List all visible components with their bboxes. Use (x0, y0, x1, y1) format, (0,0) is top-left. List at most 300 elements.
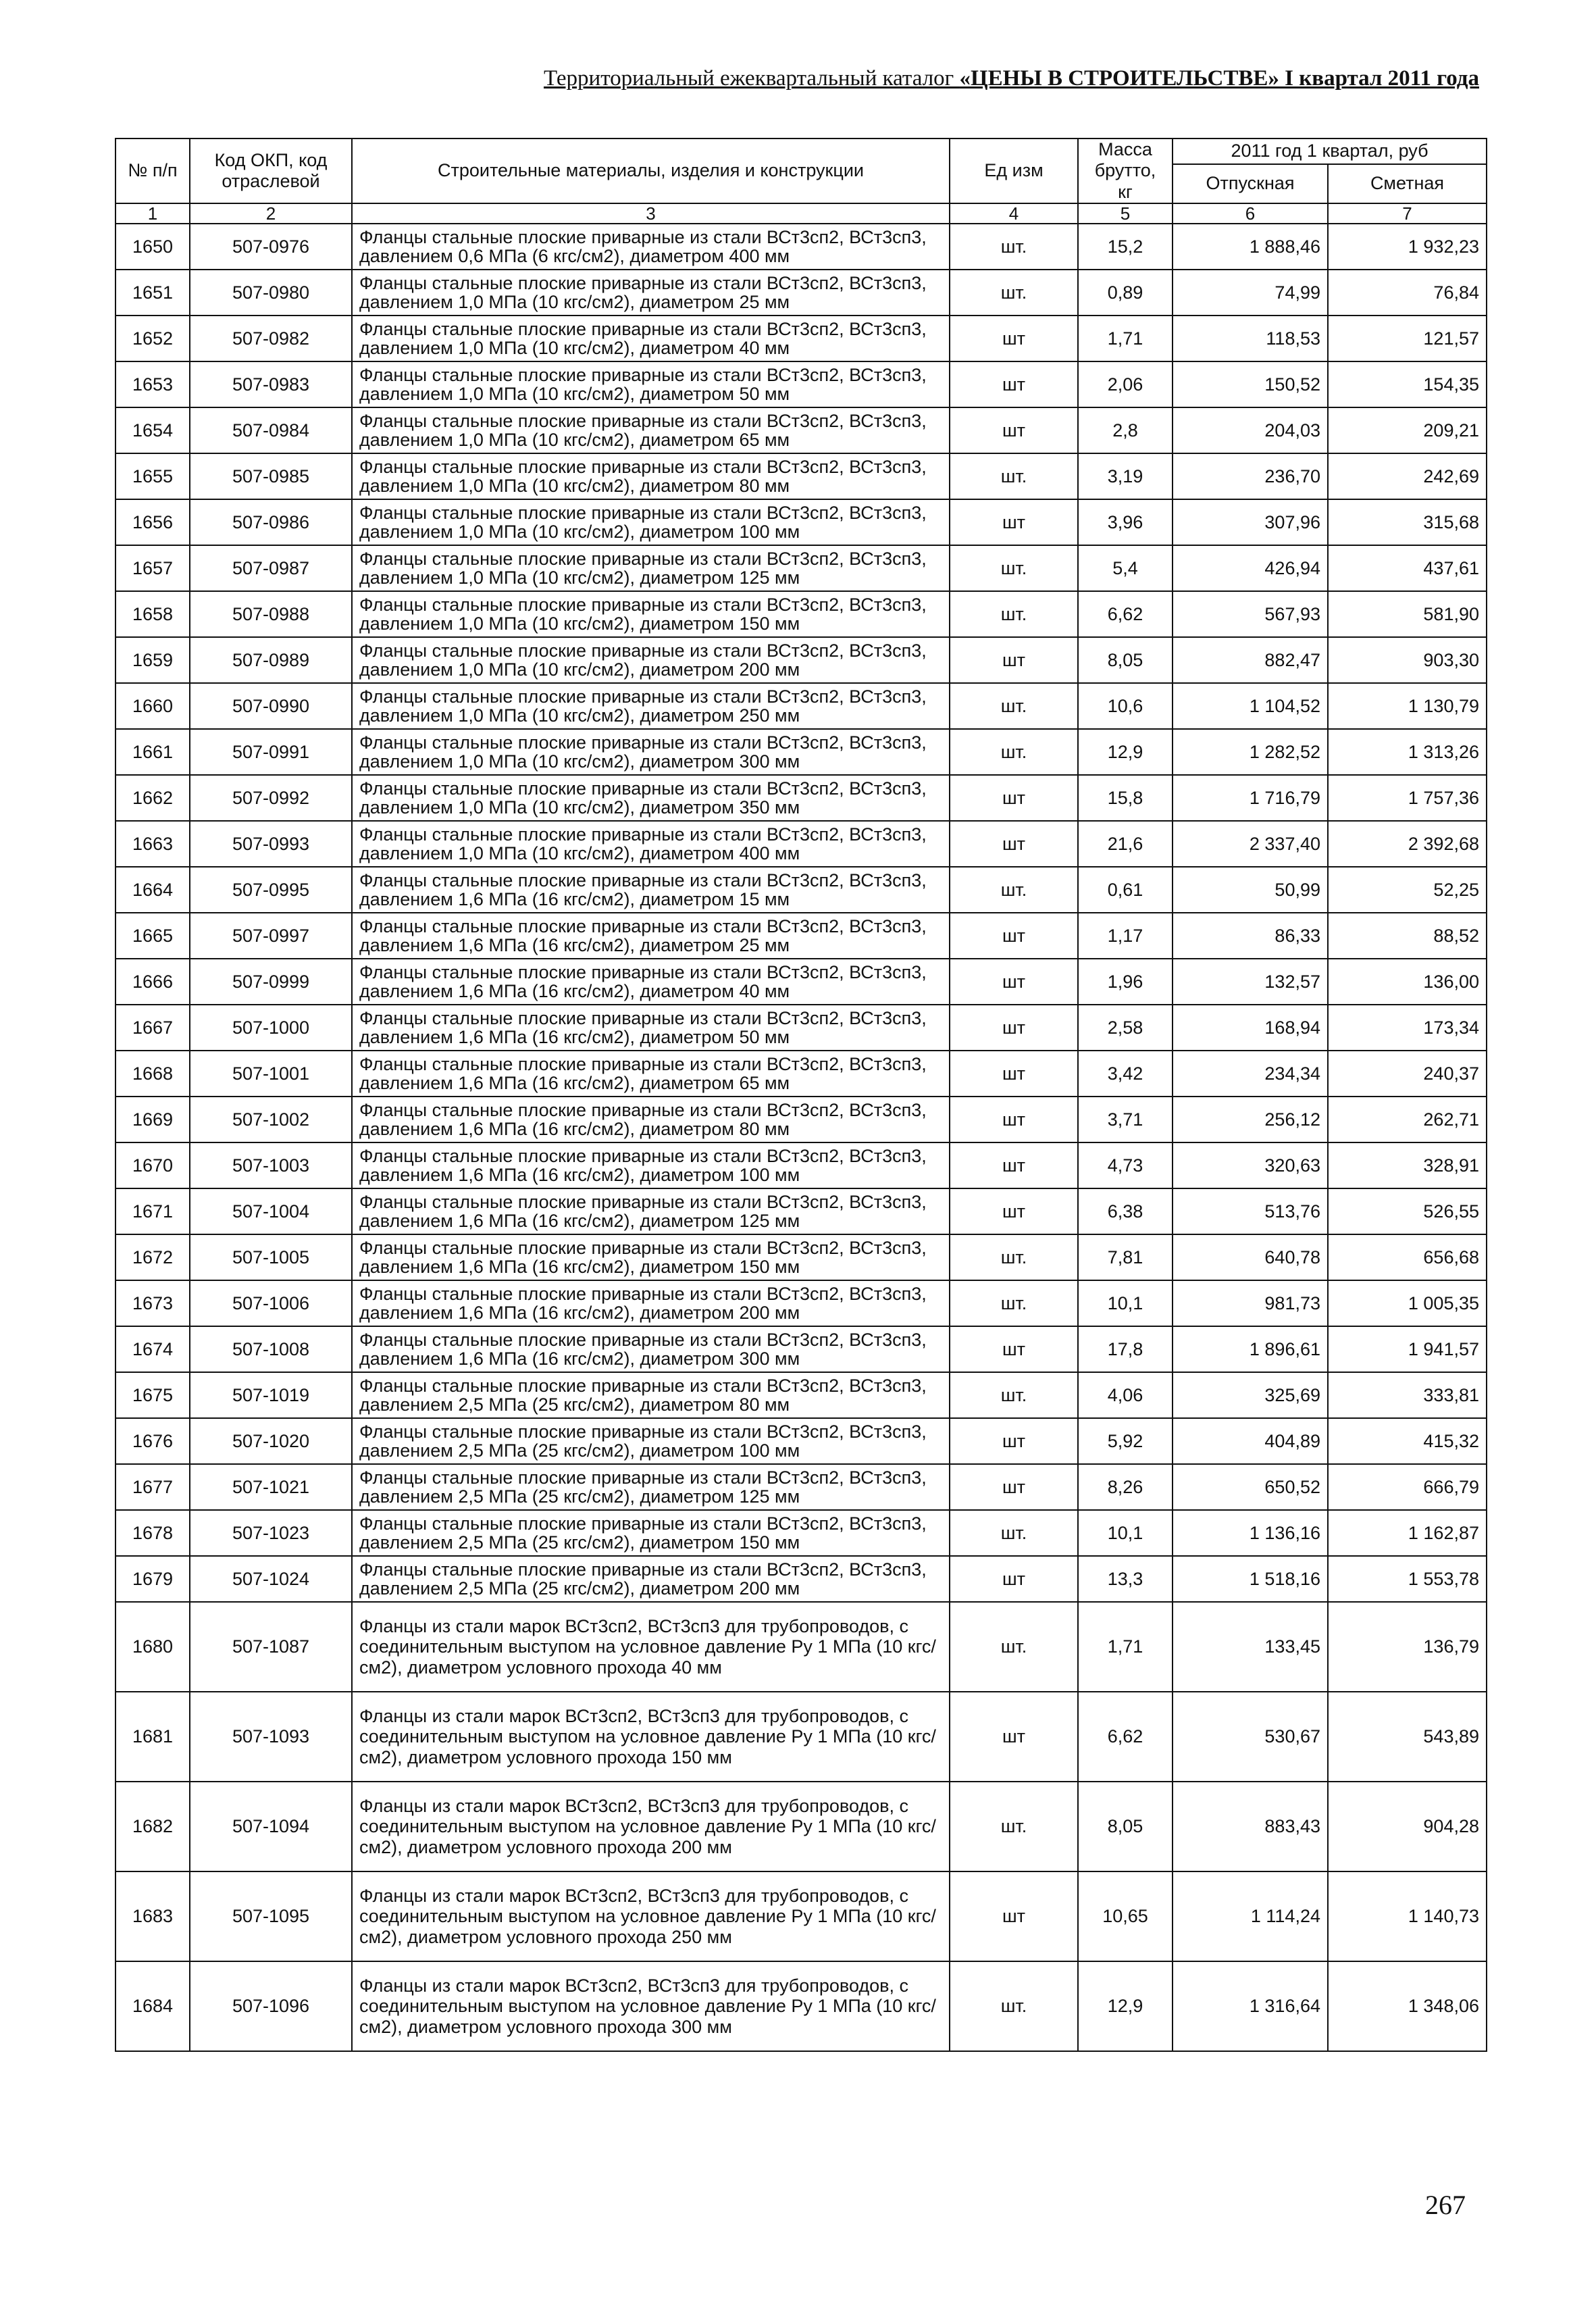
row-code: 507-1008 (190, 1326, 352, 1372)
col-header-unit: Ед изм (950, 139, 1078, 203)
row-mass: 6,38 (1078, 1188, 1173, 1234)
row-unit: шт. (950, 270, 1078, 316)
row-price: 530,67 (1173, 1692, 1328, 1782)
row-estimate: 526,55 (1328, 1188, 1487, 1234)
row-mass: 3,19 (1078, 453, 1173, 499)
row-unit: шт (950, 1188, 1078, 1234)
row-code: 507-1006 (190, 1280, 352, 1326)
row-unit: шт (950, 1005, 1078, 1051)
row-price: 307,96 (1173, 499, 1328, 545)
table-row (115, 821, 1487, 867)
row-price: 150,52 (1173, 361, 1328, 407)
row-unit: шт. (950, 683, 1078, 729)
row-estimate: 904,28 (1328, 1782, 1487, 1871)
row-estimate: 52,25 (1328, 867, 1487, 913)
table-row (115, 1234, 1487, 1280)
table-row (115, 1692, 1487, 1782)
table-row (115, 407, 1487, 453)
row-price: 118,53 (1173, 316, 1328, 361)
row-code: 507-1001 (190, 1051, 352, 1097)
row-mass: 6,62 (1078, 1692, 1173, 1782)
row-price: 204,03 (1173, 407, 1328, 453)
row-price: 2 337,40 (1173, 821, 1328, 867)
row-mass: 21,6 (1078, 821, 1173, 867)
row-estimate: 666,79 (1328, 1464, 1487, 1510)
table-row (115, 1871, 1487, 1961)
column-number: 6 (1173, 203, 1328, 224)
table-row (115, 316, 1487, 361)
row-number: 1668 (115, 1051, 190, 1097)
row-unit: шт (950, 1556, 1078, 1602)
row-price: 236,70 (1173, 453, 1328, 499)
row-number: 1663 (115, 821, 190, 867)
row-description: Фланцы стальные плоские приварные из стали ВСт3сп2, ВСт3сп3, давлением 1,6 МПа (16 кгс/см2), диаметром 15 мм (352, 867, 950, 913)
row-estimate: 1 005,35 (1328, 1280, 1487, 1326)
row-price: 882,47 (1173, 637, 1328, 683)
table-row (115, 913, 1487, 959)
row-number: 1651 (115, 270, 190, 316)
row-unit: шт (950, 1464, 1078, 1510)
row-code: 507-0982 (190, 316, 352, 361)
row-estimate: 1 932,23 (1328, 224, 1487, 270)
row-unit: шт (950, 637, 1078, 683)
row-price: 513,76 (1173, 1188, 1328, 1234)
row-number: 1665 (115, 913, 190, 959)
row-number: 1660 (115, 683, 190, 729)
row-description: Фланцы стальные плоские приварные из стали ВСт3сп2, ВСт3сп3, давлением 1,0 МПа (10 кгс/см2), диаметром 150 мм (352, 591, 950, 637)
row-price: 50,99 (1173, 867, 1328, 913)
row-description: Фланцы стальные плоские приварные из стали ВСт3сп2, ВСт3сп3, давлением 1,0 МПа (10 кгс/см2), диаметром 200 мм (352, 637, 950, 683)
row-number: 1675 (115, 1372, 190, 1418)
row-code: 507-0976 (190, 224, 352, 270)
row-price: 426,94 (1173, 545, 1328, 591)
row-code: 507-0986 (190, 499, 352, 545)
row-description: Фланцы стальные плоские приварные из стали ВСт3сп2, ВСт3сп3, давлением 1,0 МПа (10 кгс/см2), диаметром 125 мм (352, 545, 950, 591)
table-row (115, 1782, 1487, 1871)
row-number: 1674 (115, 1326, 190, 1372)
row-description: Фланцы стальные плоские приварные из стали ВСт3сп2, ВСт3сп3, давлением 1,0 МПа (10 кгс/см2), диаметром 25 мм (352, 270, 950, 316)
row-price: 883,43 (1173, 1782, 1328, 1871)
row-price: 132,57 (1173, 959, 1328, 1005)
row-estimate: 209,21 (1328, 407, 1487, 453)
row-number: 1672 (115, 1234, 190, 1280)
table-row (115, 959, 1487, 1005)
row-code: 507-0992 (190, 775, 352, 821)
col-header-num: № п/п (115, 139, 190, 203)
row-description: Фланцы стальные плоские приварные из стали ВСт3сп2, ВСт3сп3, давлением 1,6 МПа (16 кгс/см2), диаметром 300 мм (352, 1326, 950, 1372)
header-title: «ЦЕНЫ В СТРОИТЕЛЬСТВЕ» I квартал 2011 года (959, 66, 1479, 91)
row-number: 1681 (115, 1692, 190, 1782)
row-number: 1673 (115, 1280, 190, 1326)
row-description: Фланцы стальные плоские приварные из стали ВСт3сп2, ВСт3сп3, давлением 1,0 МПа (10 кгс/см2), диаметром 250 мм (352, 683, 950, 729)
row-code: 507-0984 (190, 407, 352, 453)
row-mass: 6,62 (1078, 591, 1173, 637)
row-unit: шт (950, 775, 1078, 821)
table-row (115, 1188, 1487, 1234)
row-unit: шт. (950, 591, 1078, 637)
row-estimate: 437,61 (1328, 545, 1487, 591)
column-number: 2 (190, 203, 352, 224)
column-number: 5 (1078, 203, 1173, 224)
row-description: Фланцы из стали марок ВСт3сп2, ВСт3сп3 для трубопроводов, с соединительным выступом на условное давление Ру 1 МПа (10 кгс/см2), диаметром условного прохода 200 мм (352, 1782, 950, 1871)
table-row (115, 499, 1487, 545)
row-estimate: 88,52 (1328, 913, 1487, 959)
row-unit: шт (950, 959, 1078, 1005)
row-mass: 12,9 (1078, 729, 1173, 775)
row-mass: 4,73 (1078, 1142, 1173, 1188)
row-number: 1657 (115, 545, 190, 591)
row-mass: 15,2 (1078, 224, 1173, 270)
row-estimate: 173,34 (1328, 1005, 1487, 1051)
row-description: Фланцы стальные плоские приварные из стали ВСт3сп2, ВСт3сп3, давлением 2,5 МПа (25 кгс/см2), диаметром 150 мм (352, 1510, 950, 1556)
column-number: 1 (115, 203, 190, 224)
row-price: 1 716,79 (1173, 775, 1328, 821)
row-mass: 10,1 (1078, 1280, 1173, 1326)
row-code: 507-1087 (190, 1602, 352, 1692)
row-unit: шт. (950, 1372, 1078, 1418)
row-unit: шт (950, 1097, 1078, 1142)
row-unit: шт (950, 1051, 1078, 1097)
row-estimate: 581,90 (1328, 591, 1487, 637)
row-estimate: 543,89 (1328, 1692, 1487, 1782)
row-estimate: 315,68 (1328, 499, 1487, 545)
row-price: 1 888,46 (1173, 224, 1328, 270)
row-number: 1661 (115, 729, 190, 775)
row-description: Фланцы стальные плоские приварные из стали ВСт3сп2, ВСт3сп3, давлением 1,0 МПа (10 кгс/см2), диаметром 40 мм (352, 316, 950, 361)
row-mass: 10,6 (1078, 683, 1173, 729)
row-number: 1684 (115, 1961, 190, 2051)
row-price: 320,63 (1173, 1142, 1328, 1188)
row-number: 1679 (115, 1556, 190, 1602)
row-unit: шт. (950, 1602, 1078, 1692)
row-code: 507-1094 (190, 1782, 352, 1871)
row-price: 1 896,61 (1173, 1326, 1328, 1372)
row-mass: 12,9 (1078, 1961, 1173, 2051)
row-price: 404,89 (1173, 1418, 1328, 1464)
column-number: 4 (950, 203, 1078, 224)
row-mass: 8,05 (1078, 637, 1173, 683)
row-unit: шт (950, 1871, 1078, 1961)
table-row (115, 1142, 1487, 1188)
table-row (115, 1418, 1487, 1464)
row-mass: 10,65 (1078, 1871, 1173, 1961)
table-row (115, 453, 1487, 499)
row-unit: шт (950, 1418, 1078, 1464)
table-row (115, 729, 1487, 775)
row-code: 507-1024 (190, 1556, 352, 1602)
row-code: 507-0990 (190, 683, 352, 729)
row-code: 507-0980 (190, 270, 352, 316)
row-estimate: 136,79 (1328, 1602, 1487, 1692)
row-description: Фланцы стальные плоские приварные из стали ВСт3сп2, ВСт3сп3, давлением 1,6 МПа (16 кгс/см2), диаметром 80 мм (352, 1097, 950, 1142)
row-code: 507-1020 (190, 1418, 352, 1464)
row-estimate: 136,00 (1328, 959, 1487, 1005)
row-estimate: 1 941,57 (1328, 1326, 1487, 1372)
row-code: 507-1096 (190, 1961, 352, 2051)
row-estimate: 1 130,79 (1328, 683, 1487, 729)
row-price: 86,33 (1173, 913, 1328, 959)
row-estimate: 1 162,87 (1328, 1510, 1487, 1556)
row-code: 507-1021 (190, 1464, 352, 1510)
row-price: 1 136,16 (1173, 1510, 1328, 1556)
row-description: Фланцы стальные плоские приварные из стали ВСт3сп2, ВСт3сп3, давлением 1,0 МПа (10 кгс/см2), диаметром 65 мм (352, 407, 950, 453)
row-number: 1658 (115, 591, 190, 637)
row-mass: 2,8 (1078, 407, 1173, 453)
row-mass: 7,81 (1078, 1234, 1173, 1280)
row-number: 1666 (115, 959, 190, 1005)
row-unit: шт. (950, 1961, 1078, 2051)
row-estimate: 415,32 (1328, 1418, 1487, 1464)
row-description: Фланцы стальные плоские приварные из стали ВСт3сп2, ВСт3сп3, давлением 2,5 МПа (25 кгс/см2), диаметром 100 мм (352, 1418, 950, 1464)
col-header-mass: Масса брутто, кг (1078, 139, 1173, 203)
table-row (115, 361, 1487, 407)
row-mass: 5,4 (1078, 545, 1173, 591)
table-row (115, 1051, 1487, 1097)
row-number: 1677 (115, 1464, 190, 1510)
row-mass: 8,05 (1078, 1782, 1173, 1871)
row-number: 1671 (115, 1188, 190, 1234)
row-number: 1652 (115, 316, 190, 361)
row-description: Фланцы стальные плоские приварные из стали ВСт3сп2, ВСт3сп3, давлением 1,0 МПа (10 кгс/см2), диаметром 300 мм (352, 729, 950, 775)
row-unit: шт (950, 1326, 1078, 1372)
row-description: Фланцы стальные плоские приварные из стали ВСт3сп2, ВСт3сп3, давлением 1,6 МПа (16 кгс/см2), диаметром 200 мм (352, 1280, 950, 1326)
row-mass: 1,71 (1078, 1602, 1173, 1692)
row-code: 507-0999 (190, 959, 352, 1005)
row-estimate: 154,35 (1328, 361, 1487, 407)
row-mass: 2,06 (1078, 361, 1173, 407)
row-code: 507-0988 (190, 591, 352, 637)
row-price: 981,73 (1173, 1280, 1328, 1326)
row-description: Фланцы стальные плоские приварные из стали ВСт3сп2, ВСт3сп3, давлением 1,0 МПа (10 кгс/см2), диаметром 350 мм (352, 775, 950, 821)
row-mass: 8,26 (1078, 1464, 1173, 1510)
row-description: Фланцы стальные плоские приварные из стали ВСт3сп2, ВСт3сп3, давлением 2,5 МПа (25 кгс/см2), диаметром 80 мм (352, 1372, 950, 1418)
table-header (115, 139, 1487, 224)
row-code: 507-1023 (190, 1510, 352, 1556)
row-estimate: 1 140,73 (1328, 1871, 1487, 1961)
row-mass: 15,8 (1078, 775, 1173, 821)
row-description: Фланцы стальные плоские приварные из стали ВСт3сп2, ВСт3сп3, давлением 1,6 МПа (16 кгс/см2), диаметром 25 мм (352, 913, 950, 959)
col-header-price: Отпускная (1173, 164, 1328, 203)
table-row (115, 683, 1487, 729)
table-row (115, 775, 1487, 821)
row-unit: шт. (950, 1510, 1078, 1556)
table-body (115, 224, 1487, 2051)
table-row (115, 1005, 1487, 1051)
row-estimate: 121,57 (1328, 316, 1487, 361)
row-price: 325,69 (1173, 1372, 1328, 1418)
row-number: 1664 (115, 867, 190, 913)
row-estimate: 1 313,26 (1328, 729, 1487, 775)
row-number: 1662 (115, 775, 190, 821)
table-row (115, 1510, 1487, 1556)
row-estimate: 242,69 (1328, 453, 1487, 499)
table-row (115, 270, 1487, 316)
row-number: 1655 (115, 453, 190, 499)
row-unit: шт. (950, 453, 1078, 499)
column-numbers-row (115, 203, 1487, 224)
row-unit: шт. (950, 729, 1078, 775)
row-description: Фланцы стальные плоские приварные из стали ВСт3сп2, ВСт3сп3, давлением 1,6 МПа (16 кгс/см2), диаметром 50 мм (352, 1005, 950, 1051)
page-header (500, 66, 1479, 91)
row-code: 507-1002 (190, 1097, 352, 1142)
row-price: 168,94 (1173, 1005, 1328, 1051)
col-header-estimate: Сметная (1328, 164, 1487, 203)
col-header-code: Код ОКП, код отраслевой (190, 139, 352, 203)
row-price: 234,34 (1173, 1051, 1328, 1097)
row-price: 1 282,52 (1173, 729, 1328, 775)
row-price: 1 316,64 (1173, 1961, 1328, 2051)
row-code: 507-1003 (190, 1142, 352, 1188)
page-number: 267 (1425, 2190, 1466, 2220)
row-unit: шт (950, 913, 1078, 959)
column-number: 3 (352, 203, 950, 224)
row-number: 1650 (115, 224, 190, 270)
row-mass: 13,3 (1078, 1556, 1173, 1602)
row-estimate: 1 348,06 (1328, 1961, 1487, 2051)
row-price: 133,45 (1173, 1602, 1328, 1692)
row-number: 1667 (115, 1005, 190, 1051)
row-number: 1670 (115, 1142, 190, 1188)
table-row (115, 1464, 1487, 1510)
table-row (115, 1372, 1487, 1418)
row-description: Фланцы стальные плоские приварные из стали ВСт3сп2, ВСт3сп3, давлением 1,6 МПа (16 кгс/см2), диаметром 40 мм (352, 959, 950, 1005)
table-row (115, 867, 1487, 913)
row-description: Фланцы стальные плоские приварные из стали ВСт3сп2, ВСт3сп3, давлением 1,6 МПа (16 кгс/см2), диаметром 65 мм (352, 1051, 950, 1097)
row-unit: шт. (950, 1782, 1078, 1871)
row-code: 507-0989 (190, 637, 352, 683)
row-code: 507-0993 (190, 821, 352, 867)
row-mass: 3,42 (1078, 1051, 1173, 1097)
row-number: 1676 (115, 1418, 190, 1464)
row-mass: 17,8 (1078, 1326, 1173, 1372)
row-description: Фланцы стальные плоские приварные из стали ВСт3сп2, ВСт3сп3, давлением 1,6 МПа (16 кгс/см2), диаметром 125 мм (352, 1188, 950, 1234)
row-price: 567,93 (1173, 591, 1328, 637)
table-row (115, 545, 1487, 591)
row-estimate: 2 392,68 (1328, 821, 1487, 867)
table-row (115, 1280, 1487, 1326)
row-estimate: 656,68 (1328, 1234, 1487, 1280)
row-description: Фланцы из стали марок ВСт3сп2, ВСт3сп3 для трубопроводов, с соединительным выступом на условное давление Ру 1 МПа (10 кгс/см2), диаметром условного прохода 300 мм (352, 1961, 950, 2051)
row-code: 507-1095 (190, 1871, 352, 1961)
table-row (115, 591, 1487, 637)
header-prefix: Территориальный ежеквартальный каталог (543, 66, 960, 91)
row-unit: шт. (950, 1234, 1078, 1280)
row-estimate: 240,37 (1328, 1051, 1487, 1097)
row-estimate: 1 757,36 (1328, 775, 1487, 821)
row-number: 1669 (115, 1097, 190, 1142)
row-number: 1656 (115, 499, 190, 545)
row-number: 1682 (115, 1782, 190, 1871)
row-mass: 2,58 (1078, 1005, 1173, 1051)
row-code: 507-1093 (190, 1692, 352, 1782)
row-description: Фланцы стальные плоские приварные из стали ВСт3сп2, ВСт3сп3, давлением 1,0 МПа (10 кгс/см2), диаметром 50 мм (352, 361, 950, 407)
row-description: Фланцы из стали марок ВСт3сп2, ВСт3сп3 для трубопроводов, с соединительным выступом на условное давление Ру 1 МПа (10 кгс/см2), диаметром условного прохода 40 мм (352, 1602, 950, 1692)
table-row (115, 1097, 1487, 1142)
row-mass: 3,71 (1078, 1097, 1173, 1142)
row-unit: шт (950, 499, 1078, 545)
row-number: 1683 (115, 1871, 190, 1961)
row-number: 1653 (115, 361, 190, 407)
row-unit: шт. (950, 545, 1078, 591)
table-row (115, 224, 1487, 270)
row-mass: 5,92 (1078, 1418, 1173, 1464)
row-description: Фланцы стальные плоские приварные из стали ВСт3сп2, ВСт3сп3, давлением 1,6 МПа (16 кгс/см2), диаметром 150 мм (352, 1234, 950, 1280)
row-estimate: 1 553,78 (1328, 1556, 1487, 1602)
row-mass: 10,1 (1078, 1510, 1173, 1556)
table-row (115, 1961, 1487, 2051)
table-row (115, 1602, 1487, 1692)
row-price: 1 114,24 (1173, 1871, 1328, 1961)
row-unit: шт (950, 407, 1078, 453)
row-estimate: 903,30 (1328, 637, 1487, 683)
row-price: 1 518,16 (1173, 1556, 1328, 1602)
row-code: 507-1005 (190, 1234, 352, 1280)
row-mass: 1,71 (1078, 316, 1173, 361)
row-price: 74,99 (1173, 270, 1328, 316)
row-unit: шт. (950, 224, 1078, 270)
row-estimate: 262,71 (1328, 1097, 1487, 1142)
col-header-desc: Строительные материалы, изделия и конструкции (352, 139, 950, 203)
table-row (115, 637, 1487, 683)
row-number: 1678 (115, 1510, 190, 1556)
row-price: 650,52 (1173, 1464, 1328, 1510)
table-row (115, 1326, 1487, 1372)
row-description: Фланцы стальные плоские приварные из стали ВСт3сп2, ВСт3сп3, давлением 1,0 МПа (10 кгс/см2), диаметром 100 мм (352, 499, 950, 545)
row-mass: 1,17 (1078, 913, 1173, 959)
row-code: 507-1019 (190, 1372, 352, 1418)
row-mass: 0,89 (1078, 270, 1173, 316)
table-row (115, 1556, 1487, 1602)
row-code: 507-0987 (190, 545, 352, 591)
row-unit: шт (950, 316, 1078, 361)
row-description: Фланцы стальные плоские приварные из стали ВСт3сп2, ВСт3сп3, давлением 1,0 МПа (10 кгс/см2), диаметром 80 мм (352, 453, 950, 499)
column-number: 7 (1328, 203, 1487, 224)
row-unit: шт (950, 1692, 1078, 1782)
row-estimate: 333,81 (1328, 1372, 1487, 1418)
row-description: Фланцы стальные плоские приварные из стали ВСт3сп2, ВСт3сп3, давлением 2,5 МПа (25 кгс/см2), диаметром 125 мм (352, 1464, 950, 1510)
price-table (115, 138, 1487, 2052)
row-unit: шт (950, 821, 1078, 867)
row-description: Фланцы стальные плоские приварные из стали ВСт3сп2, ВСт3сп3, давлением 1,6 МПа (16 кгс/см2), диаметром 100 мм (352, 1142, 950, 1188)
row-unit: шт (950, 1142, 1078, 1188)
row-description: Фланцы стальные плоские приварные из стали ВСт3сп2, ВСт3сп3, давлением 1,0 МПа (10 кгс/см2), диаметром 400 мм (352, 821, 950, 867)
row-description: Фланцы стальные плоские приварные из стали ВСт3сп2, ВСт3сп3, давлением 0,6 МПа (6 кгс/см2), диаметром 400 мм (352, 224, 950, 270)
row-code: 507-0985 (190, 453, 352, 499)
row-code: 507-1000 (190, 1005, 352, 1051)
row-mass: 3,96 (1078, 499, 1173, 545)
row-code: 507-0991 (190, 729, 352, 775)
row-estimate: 76,84 (1328, 270, 1487, 316)
row-unit: шт. (950, 1280, 1078, 1326)
row-price: 256,12 (1173, 1097, 1328, 1142)
row-price: 1 104,52 (1173, 683, 1328, 729)
row-unit: шт. (950, 867, 1078, 913)
row-number: 1659 (115, 637, 190, 683)
row-mass: 0,61 (1078, 867, 1173, 913)
row-code: 507-0995 (190, 867, 352, 913)
row-mass: 1,96 (1078, 959, 1173, 1005)
row-description: Фланцы стальные плоские приварные из стали ВСт3сп2, ВСт3сп3, давлением 2,5 МПа (25 кгс/см2), диаметром 200 мм (352, 1556, 950, 1602)
row-code: 507-0983 (190, 361, 352, 407)
row-code: 507-1004 (190, 1188, 352, 1234)
row-mass: 4,06 (1078, 1372, 1173, 1418)
row-number: 1654 (115, 407, 190, 453)
row-number: 1680 (115, 1602, 190, 1692)
row-description: Фланцы из стали марок ВСт3сп2, ВСт3сп3 для трубопроводов, с соединительным выступом на условное давление Ру 1 МПа (10 кгс/см2), диаметром условного прохода 150 мм (352, 1692, 950, 1782)
row-description: Фланцы из стали марок ВСт3сп2, ВСт3сп3 для трубопроводов, с соединительным выступом на условное давление Ру 1 МПа (10 кгс/см2), диаметром условного прохода 250 мм (352, 1871, 950, 1961)
row-price: 640,78 (1173, 1234, 1328, 1280)
row-unit: шт (950, 361, 1078, 407)
